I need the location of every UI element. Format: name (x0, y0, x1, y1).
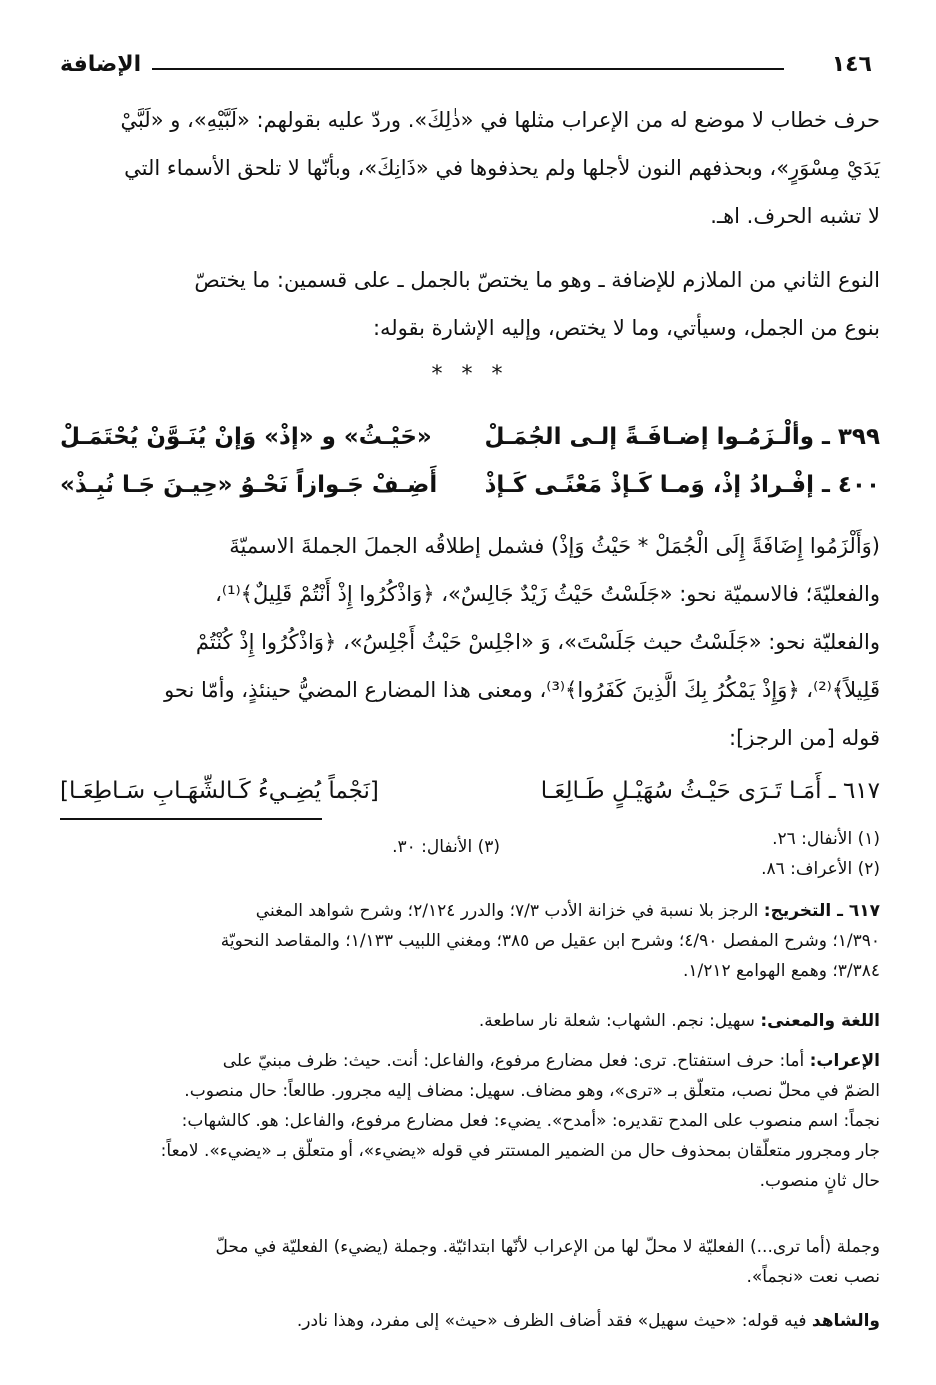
text-line: سهيل: نجم. الشهاب: شعلة نار ساطعة. (478, 1011, 755, 1031)
text-line: يَدَيْ مِسْوَرٍ»، وبحذفهم النون لأجلها ولم يحذفوها في «ذَانِكَ»، وبأنّها لا تلحق الأسماء التي (124, 156, 880, 180)
text-line: قوله [من الرجز]: (729, 726, 880, 750)
verse-617 (60, 778, 880, 818)
text-line: والفعليّة نحو: «جَلَسْتُ حيث جَلَسْتَ»، وَ «اجْلِسْ حَيْثُ أَجْلِسُ»، ﴿وَاذْكُرُوا إِذْ كُنْتُمْ (195, 630, 880, 654)
paragraph-1 (60, 96, 880, 240)
page-header (60, 52, 880, 86)
lugha-section (60, 1006, 880, 1036)
verse-hemistich-2: أَضِـفْ جَـوازاً نَحْـوُ «حِيـنَ جَـا نُبِـذْ» (60, 472, 438, 498)
chapter-title: الإضافة (60, 52, 142, 77)
book-page (60, 40, 880, 1360)
irab-section (60, 1046, 880, 1196)
paragraph-2 (60, 256, 880, 352)
header-rule (152, 68, 784, 70)
section-separator: * * * (431, 362, 509, 387)
text-line: أما: حرف استفتاح. ترى: فعل مضارع مرفوع، والفاعل: أنت. حيث: ظرف مبنيّ على (222, 1051, 805, 1071)
jumla-section (60, 1232, 880, 1292)
text-line: نصب نعت «نجماً». (746, 1267, 880, 1287)
footnote-1: (١) الأنفال: ٢٦. (772, 829, 880, 849)
text-line: نجماً: اسم منصوب على المدح تقديره: «أمدح». يضيء: فعل مضارع مرفوع، والفاعل: هو. كالشهاب: (181, 1111, 880, 1131)
text-line: ١/٣٩٠؛ وشرح المفصل ٤/٩٠؛ وشرح ابن عقيل ص ٣٨٥؛ ومغني اللبيب ١/١٣٣؛ والمقاصد النحويّة (220, 931, 880, 951)
text-line: قَلِيلاً﴾⁽²⁾، ﴿وَإِذْ يَمْكُرُ بِكَ الَّذِينَ كَفَرُوا﴾⁽³⁾، ومعنى هذا المضارع المضيُّ حينئذٍ، وأمّا نحو (164, 678, 880, 702)
commentary (60, 522, 880, 762)
text-line: وجملة (أما ترى...) الفعليّة لا محلّ لها من الإعراب لأنّها ابتدائيّة. وجملة (يضيء) الفعليّة في محلّ (215, 1237, 880, 1257)
footnote-3: (٣) الأنفال: ٣٠. (392, 837, 500, 857)
text-line: لا تشبه الحرف. اهـ. (710, 204, 880, 228)
shahid-label: والشاهد (811, 1311, 880, 1331)
text-line: بنوع من الجمل، وسيأتي، وما لا يختص، وإليه الإشارة بقوله: (372, 316, 880, 340)
text-line: ٣/٣٨٤؛ وهمع الهوامع ١/٢١٢. (682, 961, 880, 981)
shahid-section (60, 1306, 880, 1336)
text-line: حال ثانٍ منصوب. (759, 1171, 880, 1191)
verse-hemistich-1: ٣٩٩ ـ وألْـزَمُـوا إضـافَـةً إلـى الجُمَـلْ (484, 424, 880, 450)
lugha-label: اللغة والمعنى: (760, 1011, 880, 1031)
page-number: ١٤٦ (831, 52, 872, 77)
verse-hemistich-2: [نَجْماً يُضِـيءُ كَـالشِّهَـابِ سَـاطِعَـا] (60, 778, 379, 804)
takhrij-label: ٦١٧ ـ التخريج: (763, 901, 880, 921)
text-line: الضمّ في محلّ نصب، متعلّق بـ «ترى»، وهو مضاف. سهيل: مضاف إليه مجرور. طالعاً: حال منصوب. (184, 1081, 880, 1101)
text-line: حرف خطاب لا موضع له من الإعراب مثلها في «ذٰلِكَ». وردّ عليه بقولهم: «لَبَّيْهِ»، و «لَبَّيْ (120, 108, 880, 132)
footnote-rule (60, 818, 322, 820)
text-line: النوع الثاني من الملازم للإضافة ـ وهو ما يختصّ بالجمل ـ على قسمين: ما يختصّ (194, 268, 880, 292)
irab-label: الإعراب: (809, 1051, 880, 1071)
text-line: جار ومجرور متعلّقان بمحذوف حال من الضمير المستتر في قوله «يضيء»، أو متعلّق بـ «يضيء». لامعاً: (160, 1141, 880, 1161)
verse-hemistich-1: ٤٠٠ ـ إفْـرادُ إذْ، وَمـا كَـإذْ مَعْنًـى كَـإذْ (484, 472, 880, 498)
takhrij-section (60, 896, 880, 986)
text-line: فيه قوله: «حيث سهيل» فقد أضاف الظرف «حيث» إلى مفرد، وهذا نادر. (296, 1311, 807, 1331)
text-line: والفعليّةَ؛ فالاسميّة نحو: «جَلَسْتُ حَيْثُ زَيْدٌ جَالِسٌ»، ﴿وَاذْكُرُوا إِذْ أَنْتُمْ قَلِيلٌ﴾⁽¹⁾، (215, 582, 880, 606)
verse-hemistich-1: ٦١٧ ـ أَمَـا تَـرَى حَيْـثُ سُهَيْـلٍ طَـالِعَـا (540, 778, 880, 804)
text-line: الرجز بلا نسبة في خزانة الأدب ٧/٣؛ والدرر ٢/١٢٤؛ وشرح شواهد المغني (255, 901, 759, 921)
footnote-2: (٢) الأعراف: ٨٦. (761, 859, 880, 879)
text-line: (وَأَلْزَمُوا إِضَافَةً إِلَى الْجُمَلْ * حَيْثُ وَإذْ) فشمل إطلاقُه الجملَ الجملةَ الاسميّةَ (229, 534, 880, 558)
verse-hemistich-2: «حَيْـثُ» و «إذْ» وَإنْ يُنَـوَّنْ يُحْتَمَـلْ (60, 424, 432, 450)
verse-400 (60, 472, 880, 516)
verse-399 (60, 424, 880, 468)
